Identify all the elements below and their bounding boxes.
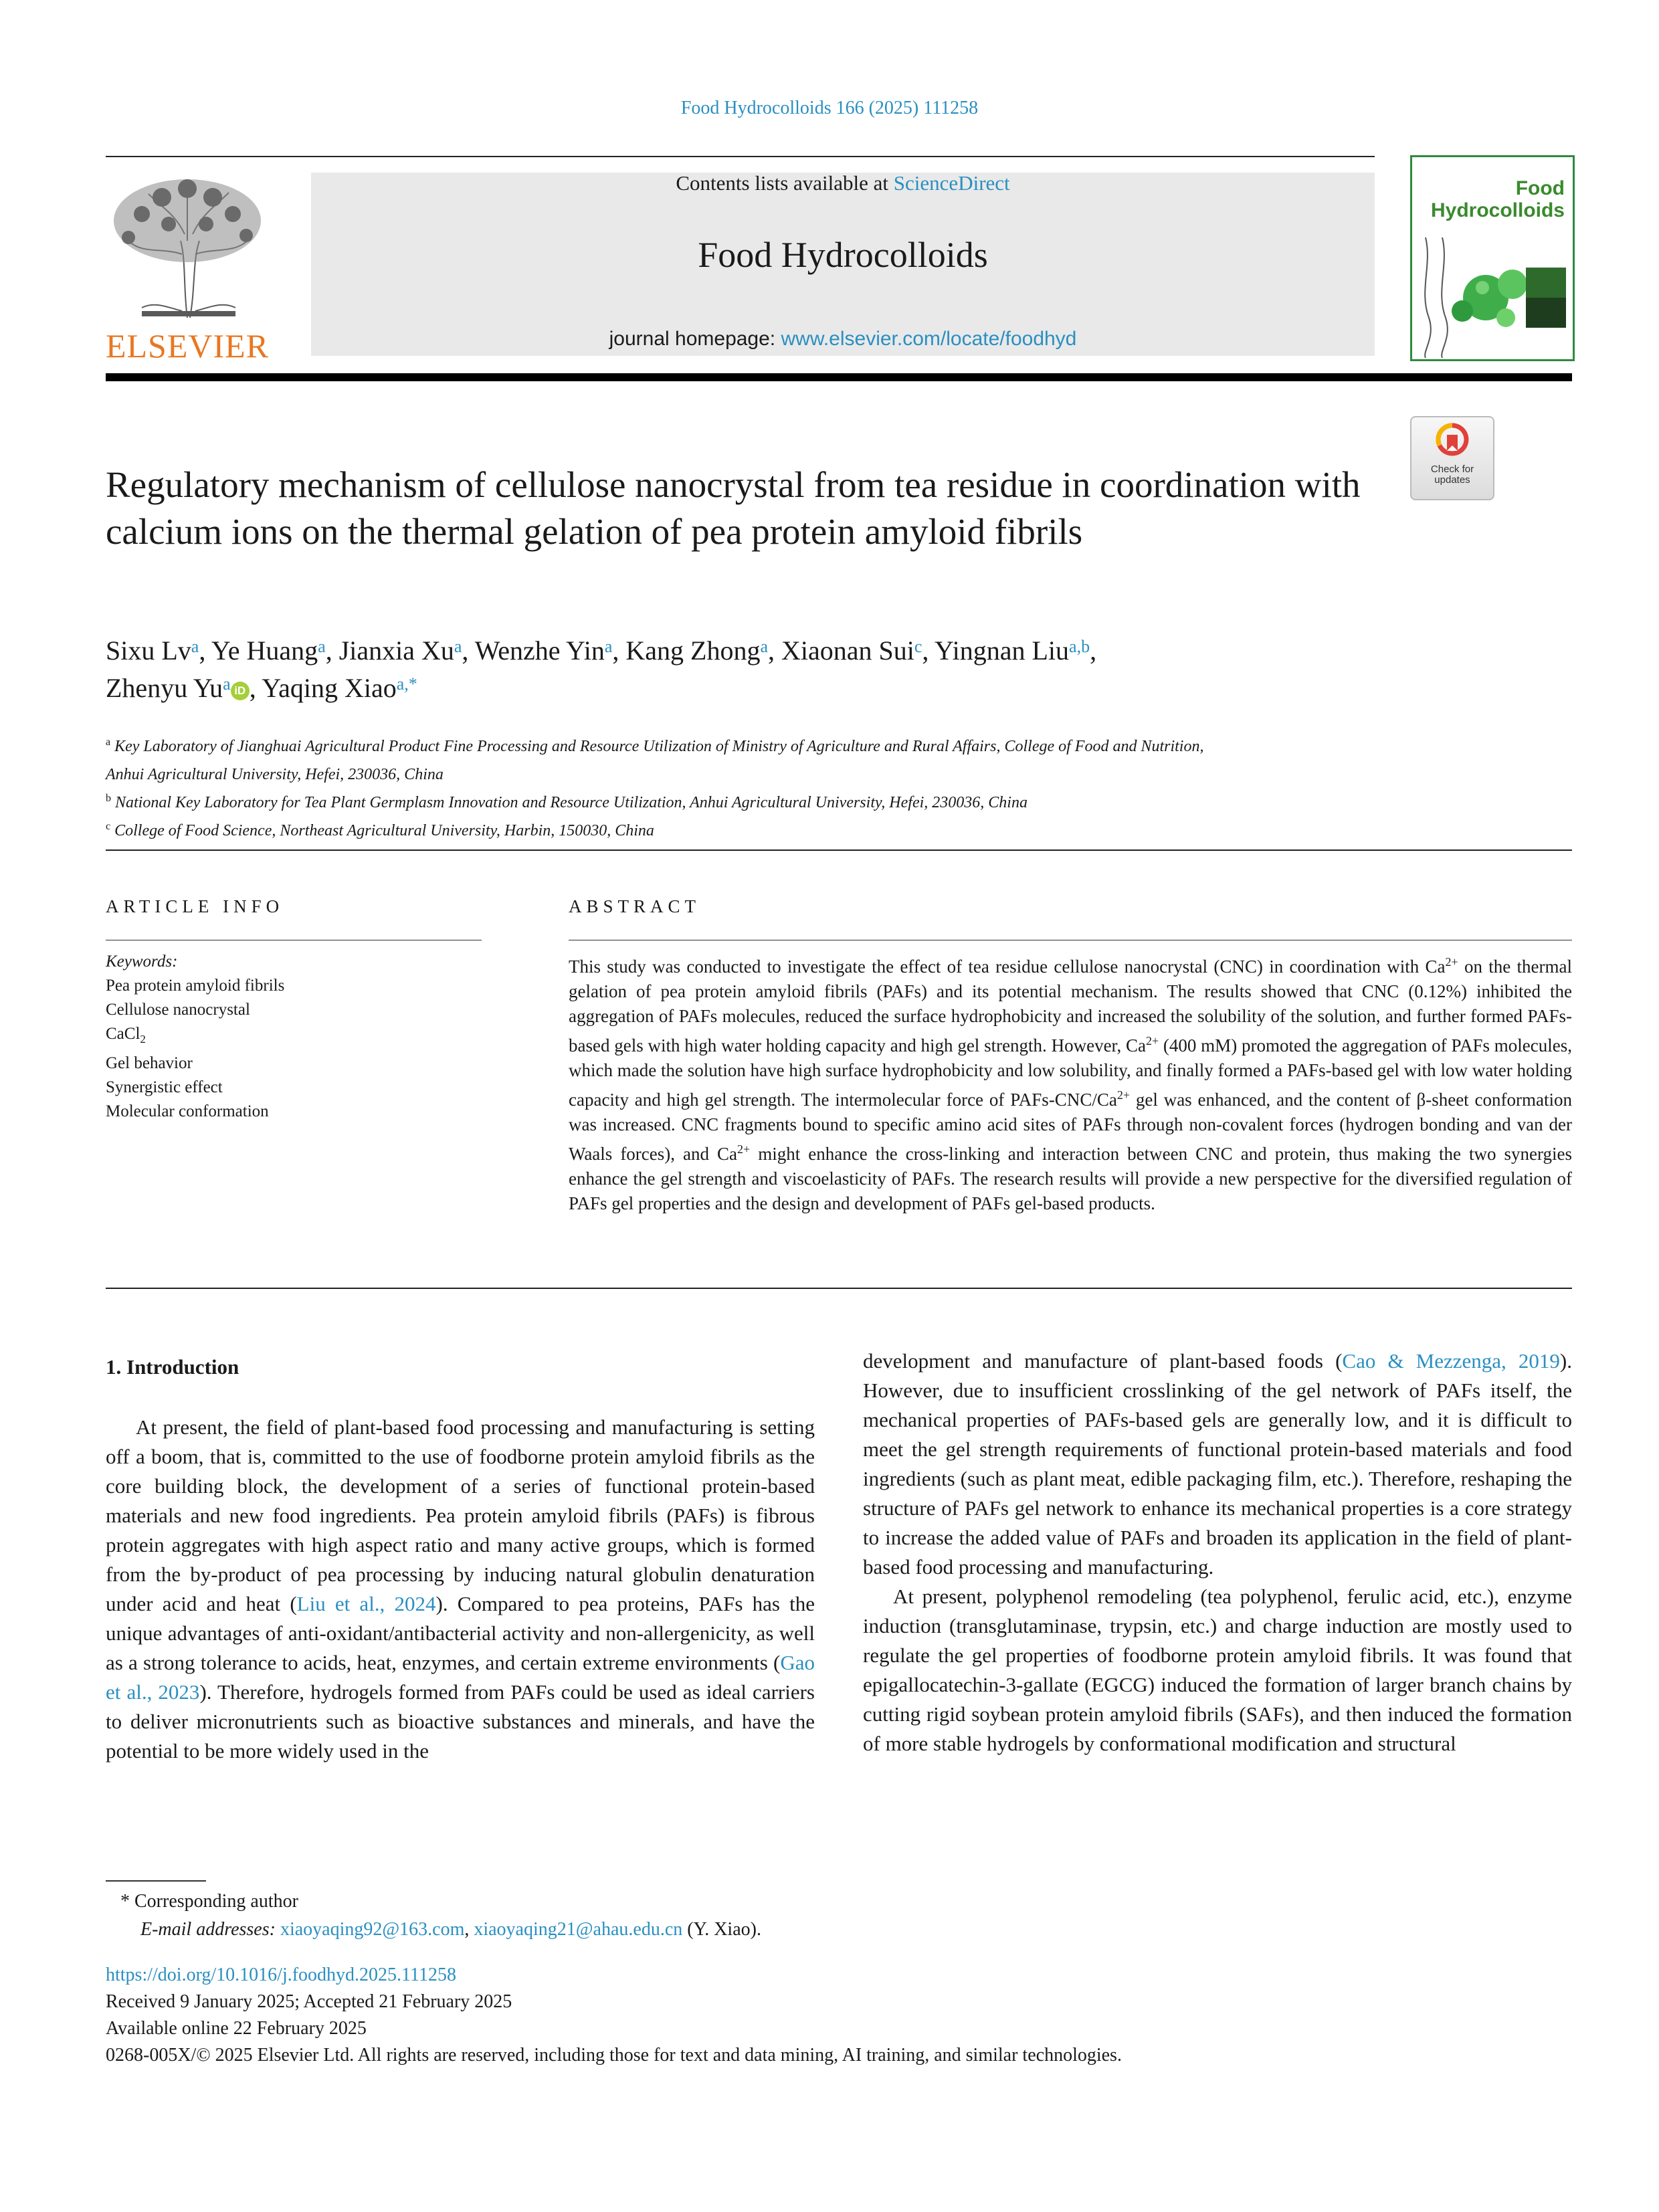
- email-link[interactable]: xiaoyaqing92@163.com: [280, 1919, 465, 1940]
- journal-citation[interactable]: Food Hydrocolloids 166 (2025) 111258: [680, 98, 979, 118]
- affiliations: [106, 730, 1510, 843]
- author[interactable]: Sixu Lv: [106, 635, 191, 666]
- available-online: Available online 22 February 2025: [106, 2018, 367, 2039]
- citation-link[interactable]: Liu et al., 2024: [296, 1592, 436, 1615]
- abstract-text: This study was conducted to investigate the effect of tea residue cellulose nanocrystal (CNC) in coordination with $Ca^{2+}$ on the thermal gelation of pea protein amyloid fibrils (PAFs) and its potential mechanism. The results showed that CNC (0.12%) inhibited the aggregation of PAFs molecules, reduced the surface hydrophobicity and increased the solubility of the solution, and further formed PAFs-based gels with high water holding capacity and high gel strength. However, $Ca^{2+}$ (400 mM) promoted the aggregation of PAFs molecules, which made the solution have high surface hydrophobicity and low solubility, and finally formed a PAFs-based gel with low water holding capacity and high gel strength. The intermolecular force of PAFs-$CNC/Ca^{2+}$ gel was enhanced, and the content of β-sheet conformation was increased. CNC fragments bound to specific amino acid sites of PAFs through non-covalent forces (hydrogen bonding and van der Waals forces), and $Ca^{2+}$ might enhance the cross-linking and interaction between CNC and protein, thus making the two synergies enhance the gel strength and viscoelasticity of PAFs. The research results will provide a new perspective for the diversified regulation of PAFs gel properties and the design and development of PAFs gel-based products.: [569, 955, 1572, 1213]
- header-rule: [106, 156, 1375, 157]
- keyword: Cellulose nanocrystal: [106, 1001, 250, 1019]
- header-thick-rule: [106, 373, 1572, 381]
- paragraph: At present, polyphenol remodeling (tea polyphenol, ferulic acid, etc.), enzyme induction (transglutaminase, trypsin, etc.) and charge induction are mostly used to regulate the gel properties of foodborne protein amyloid fibrils. It was found that epigallocatechin-3-gallate (EGCG) induced the formation of larger branch chains by cutting rigid soybean protein amyloid fibrils (SAFs), and then induced the formation of more stable hydrogels by conformational modification and structural: [863, 1585, 1572, 1755]
- cover-artwork: [1412, 231, 1573, 358]
- homepage-link[interactable]: www.elsevier.com/locate/foodhyd: [781, 328, 1077, 350]
- affiliation: $^c$ College of Food Science, Northeast Agricultural University, Harbin, 150030, China: [106, 821, 654, 839]
- abstract-heading: ABSTRACT: [569, 896, 701, 916]
- corresponding-author-note: * Corresponding author: [120, 1891, 298, 1912]
- check-for-updates-button[interactable]: [1410, 416, 1494, 500]
- received-dates: Received 9 January 2025; Accepted 21 February 2025: [106, 1991, 512, 2012]
- journal-homepage: journal homepage: www.elsevier.com/locate/foodhyd: [609, 328, 1077, 350]
- author[interactable]: Wenzhe Yin: [474, 635, 605, 666]
- check-for-updates-icon: [1436, 423, 1469, 462]
- email-link[interactable]: xiaoyaqing21@ahau.edu.cn: [474, 1919, 683, 1940]
- cover-title: Food Hydrocolloids: [1430, 177, 1565, 221]
- check-for-updates-label: Check for updates: [1430, 464, 1474, 486]
- author[interactable]: Jianxia Xu: [338, 635, 454, 666]
- paragraph: development and manufacture of plant-based foods (Cao & Mezzenga, 2019). However, due to insufficient crosslinking of the gel network of PAFs itself, the mechanical properties of PAFs-based gels are generally low, and it is difficult to meet the gel strength requirements of functional protein-based materials and food ingredients (such as plant meat, edible packaging film, etc.). Therefore, reshaping the structure of PAFs gel network to enhance its mechanical properties is a core strategy to increase the added value of PAFs and broaden its application in the field of plant-based food processing and manufacturing.: [863, 1349, 1572, 1579]
- keyword: Molecular conformation: [106, 1102, 269, 1120]
- copyright-notice: 0268-005X/© 2025 Elsevier Ltd. All rights are reserved, including those for text and data mining, AI training, and similar technologies.: [106, 2045, 1122, 2066]
- contents-line: Contents lists available at ScienceDirect: [676, 171, 1010, 195]
- footnotes: [120, 1888, 1325, 1944]
- sciencedirect-link[interactable]: ScienceDirect: [893, 171, 1010, 195]
- keywords-label: Keywords:: [106, 952, 178, 971]
- article-title: Regulatory mechanism of cellulose nanocrystal from tea residue in coordination with calcium ions on the thermal gelation of pea protein amyloid fibrils: [106, 464, 1361, 552]
- author-list: Sixu Lv$^a$, Ye Huang$^a$, Jianxia Xu$^a$, Wenzhe Yin$^a$, Kang Zhong$^a$, Xiaonan Sui$^c$, Yingnan Liu$^{a,b}$, Zhenyu Yu$^a$ iD , Yaqing Xiao$^{a,*}$: [106, 635, 1097, 703]
- elsevier-wordmark: ELSEVIER: [105, 327, 270, 365]
- orcid-icon[interactable]: iD: [231, 682, 250, 700]
- article-info-heading: ARTICLE INFO: [106, 896, 284, 916]
- email-addresses: E-mail addresses: xiaoyaqing92@163.com, xiaoyaqing21@ahau.edu.cn (Y. Xiao).: [140, 1919, 761, 1940]
- article-metadata: [106, 1962, 1510, 2069]
- keyword: Gel behavior: [106, 1054, 193, 1072]
- citation-link[interactable]: Gao et al., 2023: [106, 1651, 815, 1704]
- abstract-bottom-rule: [106, 1288, 1572, 1289]
- keyword: Synergistic effect: [106, 1078, 223, 1096]
- journal-cover[interactable]: [1410, 155, 1575, 361]
- journal-title: Food Hydrocolloids: [698, 235, 988, 275]
- affiliation: Anhui Agricultural University, Hefei, 230036, China: [106, 766, 444, 783]
- section-rule: [106, 849, 1572, 851]
- body-column-right: [863, 1346, 1572, 1758]
- keyword: CaCl$_2$: [106, 1025, 146, 1045]
- citation-link[interactable]: Cao & Mezzenga, 2019: [1342, 1349, 1560, 1373]
- body-column-left: [106, 1413, 815, 1766]
- author[interactable]: Yingnan Liu: [934, 635, 1070, 666]
- keyword: Pea protein amyloid fibrils: [106, 977, 285, 995]
- author[interactable]: Xiaonan Sui: [781, 635, 914, 666]
- doi-link[interactable]: https://doi.org/10.1016/j.foodhyd.2025.111258: [106, 1965, 456, 1985]
- affiliation: $^a$ Key Laboratory of Jianghuai Agricultural Product Fine Processing and Resource Utilization of Ministry of Agriculture and Rural Affairs, College of Food and Nutrition,: [106, 736, 1204, 755]
- author[interactable]: Ye Huang: [211, 635, 318, 666]
- author[interactable]: Zhenyu Yu: [106, 673, 223, 703]
- keywords-list: [106, 950, 480, 1124]
- section-heading-introduction: 1. Introduction: [106, 1355, 239, 1379]
- footnote-rule: [106, 1880, 206, 1882]
- paragraph: At present, the field of plant-based food processing and manufacturing is setting off a boom, that is, committed to the use of foodborne protein amyloid fibrils as the core building block, the development of a series of functional protein-based materials and new food ingredients. Pea protein amyloid fibrils (PAFs) is fibrous protein aggregates with high aspect ratio and many active groups, which is formed from the by-product of pea processing by inducing natural globulin denaturation under acid and heat (Liu et al., 2024). Compared to pea proteins, PAFs has the unique advantages of anti-oxidant/antibacterial activity and non-allergenicity, as well as a strong tolerance to acids, heat, enzymes, and certain extreme environments (Gao et al., 2023). Therefore, hydrogels formed from PAFs could be used as ideal carriers to deliver micronutrients such as bioactive substances and minerals, and have the potential to be more widely used in the: [106, 1415, 815, 1763]
- affiliation: $^b$ National Key Laboratory for Tea Plant Germplasm Innovation and Resource Utilization, Anhui Agricultural University, Hefei, 230036, China: [106, 793, 1028, 811]
- author[interactable]: Yaqing Xiao: [262, 673, 397, 703]
- author[interactable]: Kang Zhong: [625, 635, 761, 666]
- elsevier-tree-logo: [102, 174, 273, 322]
